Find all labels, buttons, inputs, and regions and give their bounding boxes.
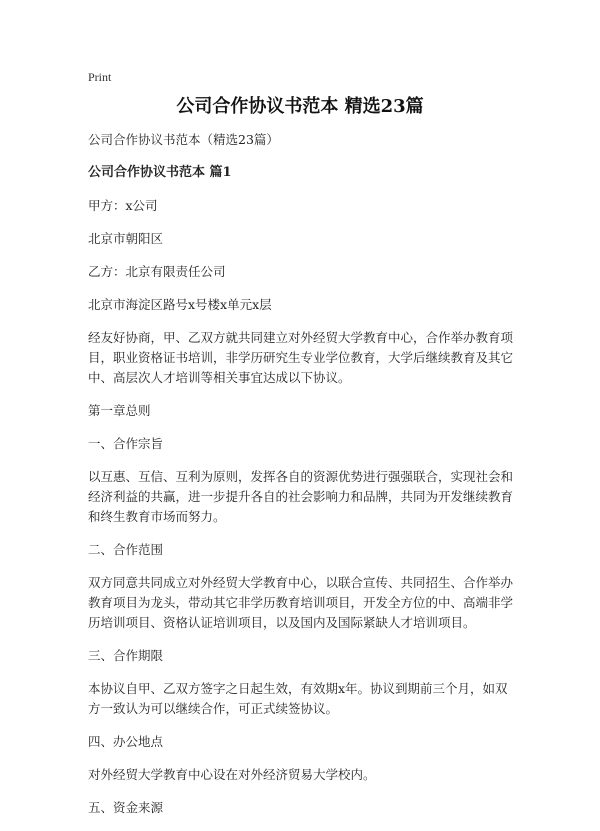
party-a: 甲方：x公司	[88, 198, 158, 213]
clause-heading: 一、合作宗旨	[88, 436, 164, 451]
document-body	[88, 130, 518, 831]
intro-paragraph: 经友好协商，甲、乙双方就共同建立对外经贸大学教育中心，合作举办教育项目，职业资格证书培训，非学历研究生专业学位教育，大学后继续教育及其它中、高层次人才培训等相关事宜达成以下协议。	[88, 330, 514, 385]
party-b: 乙方：北京有限责任公司	[88, 264, 226, 279]
clause-heading: 二、合作范围	[88, 542, 164, 557]
clause-text: 对外经贸大学教育中心设在对外经济贸易大学校内。	[88, 767, 376, 782]
clause-heading: 五、资金来源	[88, 800, 164, 815]
chapter-heading: 第一章总则	[88, 403, 151, 418]
subtitle: 公司合作协议书范本（精选23篇）	[88, 132, 279, 147]
clause-heading: 三、合作期限	[88, 648, 164, 663]
clause-text: 本协议自甲、乙双方签字之日起生效，有效期x年。协议到期前三个月，如双方一致认为可以继续合作，可正式续签协议。	[88, 681, 508, 716]
party-b-address: 北京市海淀区路号x号楼x单元x层	[88, 297, 272, 312]
clause-heading: 四、办公地点	[88, 734, 164, 749]
party-a-address: 北京市朝阳区	[88, 231, 164, 246]
print-link[interactable]: Print	[88, 70, 112, 84]
document-title: 公司合作协议书范本 精选23篇	[176, 96, 424, 117]
clause-text: 双方同意共同成立对外经贸大学教育中心，以联合宣传、共同招生、合作举办教育项目为龙头，带动其它非学历教育培训项目，开发全方位的中、高端非学历培训项目、资格认证培训项目，以及国内及国际紧缺人才培训项目。	[88, 575, 514, 630]
section-heading: 公司合作协议书范本 篇1	[88, 165, 232, 180]
clause-text: 以互惠、互信、互利为原则，发挥各自的资源优势进行强强联合，实现社会和经济利益的共赢，进一步提升各自的社会影响力和品牌，共同为开发继续教育和终生教育市场而努力。	[88, 469, 514, 524]
